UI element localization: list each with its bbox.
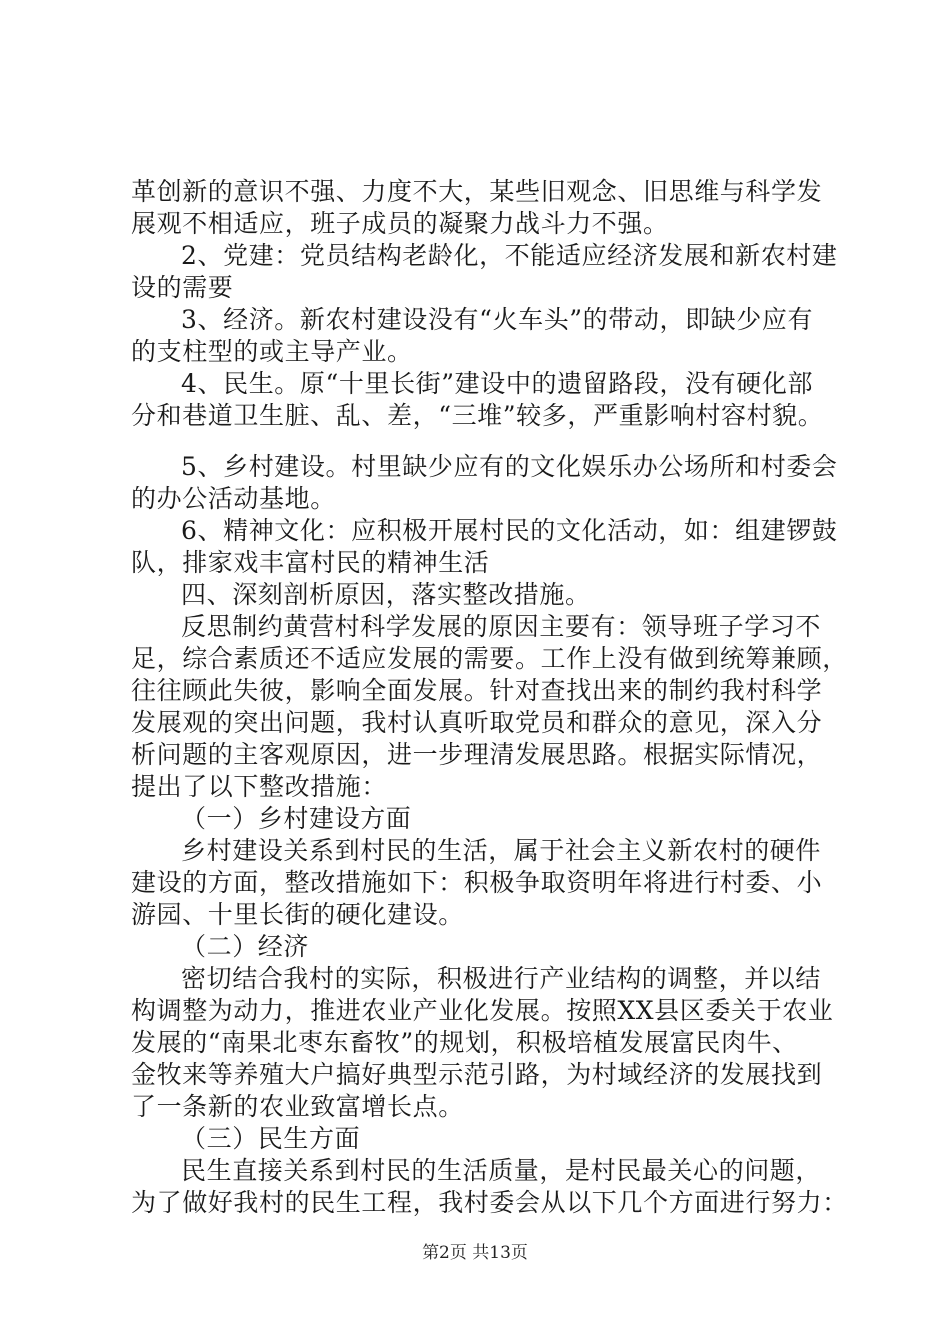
text-line: 了一条新的农业致富增长点。 <box>131 1092 464 1121</box>
text-line: 的支柱型的或主导产业。 <box>131 337 413 366</box>
text-line: 往往顾此失彼，影响全面发展。针对查找出来的制约我村科学 <box>131 676 823 705</box>
text-line: 4、民生。原“十里长街”建设中的遗留路段，没有硬化部 <box>181 369 814 398</box>
text-line: 反思制约黄营村科学发展的原因主要有：领导班子学习不 <box>181 612 822 641</box>
text-line: 提出了以下整改措施： <box>131 772 388 801</box>
subsection-heading: （一）乡村建设方面 <box>181 804 412 833</box>
subsection-heading: （三）民生方面 <box>181 1124 361 1153</box>
text-line: 展观不相适应，班子成员的凝聚力战斗力不强。 <box>131 209 669 238</box>
section-heading: 四、深刻剖析原因，落实整改措施。 <box>181 580 591 609</box>
text-line: 乡村建设关系到村民的生活，属于社会主义新农村的硬件 <box>181 836 822 865</box>
text-line: 设的需要 <box>131 273 234 302</box>
subsection-heading: （二）经济 <box>181 932 310 961</box>
text-line: 2、党建：党员结构老龄化，不能适应经济发展和新农村建 <box>181 241 838 270</box>
page-footer: 第2页 共13页 <box>422 1243 528 1263</box>
text-line: 发展的“南果北枣东畜牧”的规划，积极培植发展富民肉牛、 <box>131 1028 798 1057</box>
text-line: 游园、十里长街的硬化建设。 <box>131 900 464 929</box>
text-line: 3、经济。新农村建设没有“火车头”的带动，即缺少应有 <box>181 305 814 334</box>
text-line: 的办公活动基地。 <box>131 484 336 513</box>
text-line: 5、乡村建设。村里缺少应有的文化娱乐办公场所和村委会 <box>181 452 838 481</box>
text-line: 为了做好我村的民生工程，我村委会从以下几个方面进行努力： <box>131 1188 848 1217</box>
text-line: 发展观的突出问题，我村认真听取党员和群众的意见，深入分 <box>131 708 823 737</box>
text-line: 民生直接关系到村民的生活质量，是村民最关心的问题， <box>181 1156 822 1185</box>
text-line: 密切结合我村的实际，积极进行产业结构的调整，并以结 <box>181 964 822 993</box>
text-line: 6、精神文化：应积极开展村民的文化活动，如：组建锣鼓 <box>181 516 838 545</box>
text-line: 队，排家戏丰富村民的精神生活 <box>131 548 490 577</box>
text-line: 建设的方面，整改措施如下：积极争取资明年将进行村委、小 <box>131 868 823 897</box>
text-line: 构调整为动力，推进农业产业化发展。按照XX县区委关于农业 <box>131 996 834 1025</box>
text-line: 分和巷道卫生脏、乱、差，“三堆”较多，严重影响村容村貌。 <box>131 401 824 430</box>
text-line: 足，综合素质还不适应发展的需要。工作上没有做到统筹兼顾， <box>131 644 848 673</box>
text-line: 析问题的主客观原因，进一步理清发展思路。根据实际情况， <box>131 740 823 769</box>
text-line: 革创新的意识不强、力度不大，某些旧观念、旧思维与科学发 <box>131 177 823 206</box>
text-line: 金牧来等养殖大户搞好典型示范引路，为村域经济的发展找到 <box>131 1060 823 1089</box>
